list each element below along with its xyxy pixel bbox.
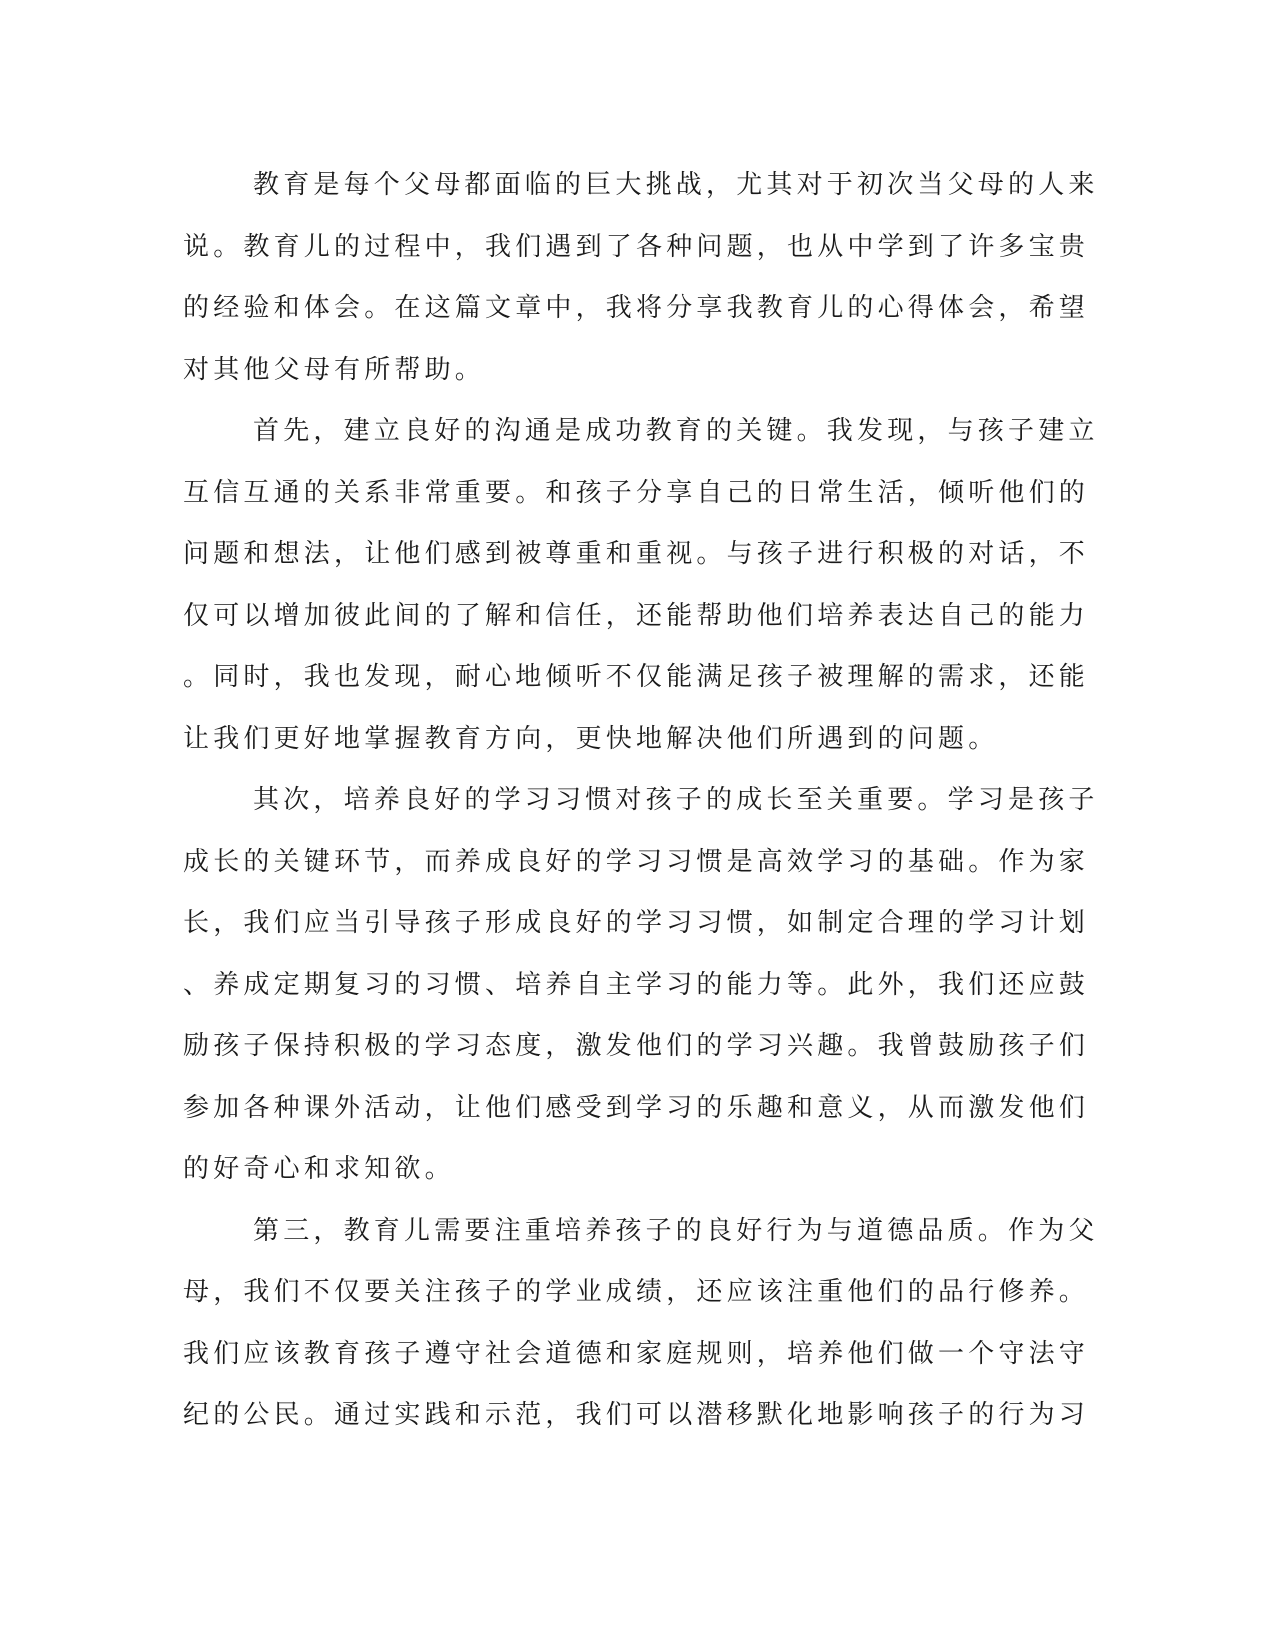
document-body bbox=[183, 155, 1099, 1447]
paragraph-2-line-5: 。同时，我也发现，耐心地倾听不仅能满足孩子被理解的需求，还能 bbox=[183, 662, 1090, 692]
paragraph-2-line-6: 让我们更好地掌握教育方向，更快地解决他们所遇到的问题。 bbox=[183, 723, 999, 754]
paragraph-1-line-2: 说。教育儿的过程中，我们遇到了各种问题，也从中学到了许多宝贵 bbox=[183, 231, 1090, 262]
paragraph-4-line-3: 我们应该教育孩子遵守社会道德和家庭规则，培养他们做一个守法守 bbox=[183, 1338, 1090, 1369]
paragraph-1-line-4: 对其他父母有所帮助。 bbox=[183, 354, 486, 385]
paragraph-1-line-3: 的经验和体会。在这篇文章中，我将分享我教育儿的心得体会，希望 bbox=[183, 293, 1090, 323]
paragraph-3-line-7: 的好奇心和求知欲。 bbox=[183, 1154, 455, 1184]
paragraph-3-line-6: 参加各种课外活动，让他们感受到学习的乐趣和意义，从而激发他们 bbox=[183, 1092, 1090, 1123]
paragraph-2-line-1: 首先，建立良好的沟通是成功教育的关键。我发现，与孩子建立 bbox=[253, 416, 1099, 446]
paragraph-3-line-3: 长，我们应当引导孩子形成良好的学习习惯，如制定合理的学习计划 bbox=[183, 908, 1090, 938]
paragraph-3-line-4: 、养成定期复习的习惯、培养自主学习的能力等。此外，我们还应鼓 bbox=[183, 969, 1090, 1000]
paragraph-3-line-2: 成长的关键环节，而养成良好的学习习惯是高效学习的基础。作为家 bbox=[183, 846, 1090, 877]
paragraph-4-line-1: 第三，教育儿需要注重培养孩子的良好行为与道德品质。作为父 bbox=[253, 1215, 1099, 1246]
paragraph-2-line-3: 问题和想法，让他们感到被尊重和重视。与孩子进行积极的对话，不 bbox=[183, 539, 1090, 569]
paragraph-4-line-4: 纪的公民。通过实践和示范，我们可以潜移默化地影响孩子的行为习 bbox=[183, 1400, 1090, 1430]
paragraph-3-line-5: 励孩子保持积极的学习态度，激发他们的学习兴趣。我曾鼓励孩子们 bbox=[183, 1031, 1090, 1061]
paragraph-2-line-2: 互信互通的关系非常重要。和孩子分享自己的日常生活，倾听他们的 bbox=[183, 477, 1090, 508]
paragraph-1-line-1: 教育是每个父母都面临的巨大挑战，尤其对于初次当父母的人来 bbox=[253, 170, 1099, 200]
paragraph-2-line-4: 仅可以增加彼此间的了解和信任，还能帮助他们培养表达自己的能力 bbox=[183, 600, 1090, 631]
paragraph-4-line-2: 母，我们不仅要关注孩子的学业成绩，还应该注重他们的品行修养。 bbox=[183, 1277, 1090, 1307]
paragraph-3-line-1: 其次，培养良好的学习习惯对孩子的成长至关重要。学习是孩子 bbox=[253, 785, 1099, 815]
